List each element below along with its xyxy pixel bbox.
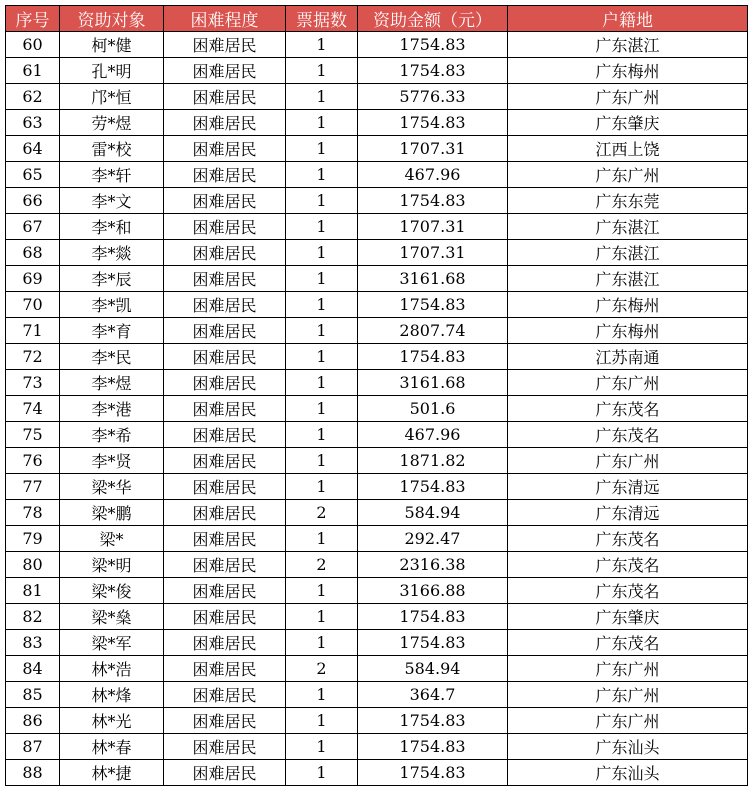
- cell-aid-amount: 1754.83: [358, 474, 508, 500]
- cell-receipt-count: 1: [286, 240, 358, 266]
- cell-hardship-level: 困难居民: [164, 526, 286, 552]
- cell-receipt-count: 1: [286, 370, 358, 396]
- cell-hardship-level: 困难居民: [164, 760, 286, 786]
- cell-household-registration: 广东茂名: [508, 630, 748, 656]
- cell-receipt-count: 1: [286, 318, 358, 344]
- cell-receipt-count: 2: [286, 656, 358, 682]
- cell-index: 69: [6, 266, 60, 292]
- cell-receipt-count: 1: [286, 266, 358, 292]
- cell-receipt-count: 1: [286, 734, 358, 760]
- cell-household-registration: 广东茂名: [508, 526, 748, 552]
- cell-hardship-level: 困难居民: [164, 292, 286, 318]
- cell-index: 78: [6, 500, 60, 526]
- cell-receipt-count: 1: [286, 110, 358, 136]
- header-aid-amount: 资助金额（元）: [358, 6, 508, 32]
- cell-household-registration: 广东梅州: [508, 292, 748, 318]
- cell-household-registration: 广东广州: [508, 162, 748, 188]
- cell-recipient: 林*捷: [60, 760, 164, 786]
- cell-receipt-count: 1: [286, 32, 358, 58]
- cell-aid-amount: 584.94: [358, 656, 508, 682]
- cell-index: 63: [6, 110, 60, 136]
- cell-aid-amount: 1707.31: [358, 214, 508, 240]
- cell-hardship-level: 困难居民: [164, 110, 286, 136]
- cell-aid-amount: 1754.83: [358, 734, 508, 760]
- cell-index: 75: [6, 422, 60, 448]
- table-row: [6, 84, 748, 110]
- table-row: [6, 266, 748, 292]
- cell-hardship-level: 困难居民: [164, 266, 286, 292]
- cell-household-registration: 广东湛江: [508, 214, 748, 240]
- table-row: [6, 422, 748, 448]
- cell-aid-amount: 1754.83: [358, 32, 508, 58]
- cell-index: 62: [6, 84, 60, 110]
- cell-hardship-level: 困难居民: [164, 682, 286, 708]
- table-row: [6, 318, 748, 344]
- cell-recipient: 李*和: [60, 214, 164, 240]
- table-row: [6, 32, 748, 58]
- cell-receipt-count: 1: [286, 162, 358, 188]
- cell-aid-amount: 1707.31: [358, 136, 508, 162]
- cell-index: 81: [6, 578, 60, 604]
- cell-aid-amount: 1754.83: [358, 188, 508, 214]
- cell-hardship-level: 困难居民: [164, 422, 286, 448]
- cell-index: 73: [6, 370, 60, 396]
- table-row: [6, 682, 748, 708]
- cell-aid-amount: 1754.83: [358, 110, 508, 136]
- cell-household-registration: 广东梅州: [508, 58, 748, 84]
- cell-recipient: 李*港: [60, 396, 164, 422]
- cell-recipient: 李*文: [60, 188, 164, 214]
- cell-index: 83: [6, 630, 60, 656]
- table-row: [6, 578, 748, 604]
- table-header: [6, 6, 748, 32]
- cell-index: 71: [6, 318, 60, 344]
- cell-index: 70: [6, 292, 60, 318]
- cell-household-registration: 广东广州: [508, 84, 748, 110]
- cell-receipt-count: 1: [286, 58, 358, 84]
- cell-receipt-count: 1: [286, 526, 358, 552]
- table-row: [6, 656, 748, 682]
- header-receipt-count: 票据数: [286, 6, 358, 32]
- cell-hardship-level: 困难居民: [164, 474, 286, 500]
- cell-household-registration: 广东广州: [508, 682, 748, 708]
- cell-hardship-level: 困难居民: [164, 552, 286, 578]
- table-row: [6, 630, 748, 656]
- table-row: [6, 448, 748, 474]
- cell-aid-amount: 1754.83: [358, 58, 508, 84]
- cell-recipient: 李*希: [60, 422, 164, 448]
- cell-recipient: 雷*校: [60, 136, 164, 162]
- cell-receipt-count: 1: [286, 136, 358, 162]
- cell-index: 87: [6, 734, 60, 760]
- cell-receipt-count: 1: [286, 448, 358, 474]
- cell-hardship-level: 困难居民: [164, 578, 286, 604]
- table-row: [6, 292, 748, 318]
- cell-recipient: 梁*: [60, 526, 164, 552]
- cell-receipt-count: 1: [286, 214, 358, 240]
- cell-recipient: 李*燚: [60, 240, 164, 266]
- cell-household-registration: 江西上饶: [508, 136, 748, 162]
- cell-household-registration: 广东肇庆: [508, 604, 748, 630]
- cell-aid-amount: 2807.74: [358, 318, 508, 344]
- cell-hardship-level: 困难居民: [164, 708, 286, 734]
- header-hardship-level: 困难程度: [164, 6, 286, 32]
- cell-hardship-level: 困难居民: [164, 448, 286, 474]
- table-row: [6, 526, 748, 552]
- table-row: [6, 214, 748, 240]
- cell-receipt-count: 2: [286, 552, 358, 578]
- cell-aid-amount: 2316.38: [358, 552, 508, 578]
- cell-hardship-level: 困难居民: [164, 136, 286, 162]
- cell-hardship-level: 困难居民: [164, 344, 286, 370]
- cell-index: 76: [6, 448, 60, 474]
- cell-index: 79: [6, 526, 60, 552]
- cell-index: 74: [6, 396, 60, 422]
- cell-receipt-count: 1: [286, 396, 358, 422]
- cell-household-registration: 广东茂名: [508, 578, 748, 604]
- cell-household-registration: 江苏南通: [508, 344, 748, 370]
- header-household-registration: 户籍地: [508, 6, 748, 32]
- cell-aid-amount: 1754.83: [358, 708, 508, 734]
- cell-aid-amount: 467.96: [358, 162, 508, 188]
- cell-aid-amount: 3161.68: [358, 370, 508, 396]
- cell-receipt-count: 1: [286, 630, 358, 656]
- cell-aid-amount: 1754.83: [358, 630, 508, 656]
- cell-receipt-count: 1: [286, 292, 358, 318]
- cell-index: 84: [6, 656, 60, 682]
- cell-aid-amount: 1754.83: [358, 292, 508, 318]
- cell-aid-amount: 1871.82: [358, 448, 508, 474]
- cell-recipient: 李*轩: [60, 162, 164, 188]
- aid-recipients-table: [5, 5, 748, 786]
- cell-hardship-level: 困难居民: [164, 630, 286, 656]
- cell-household-registration: 广东广州: [508, 370, 748, 396]
- cell-household-registration: 广东茂名: [508, 396, 748, 422]
- cell-recipient: 劳*煜: [60, 110, 164, 136]
- cell-aid-amount: 501.6: [358, 396, 508, 422]
- table-row: [6, 734, 748, 760]
- cell-recipient: 梁*华: [60, 474, 164, 500]
- cell-hardship-level: 困难居民: [164, 32, 286, 58]
- table-row: [6, 162, 748, 188]
- table-row: [6, 604, 748, 630]
- cell-index: 80: [6, 552, 60, 578]
- cell-recipient: 梁*军: [60, 630, 164, 656]
- cell-household-registration: 广东清远: [508, 500, 748, 526]
- cell-recipient: 梁*俊: [60, 578, 164, 604]
- cell-aid-amount: 292.47: [358, 526, 508, 552]
- cell-aid-amount: 584.94: [358, 500, 508, 526]
- cell-index: 67: [6, 214, 60, 240]
- cell-aid-amount: 3161.68: [358, 266, 508, 292]
- cell-recipient: 林*浩: [60, 656, 164, 682]
- cell-receipt-count: 2: [286, 500, 358, 526]
- cell-recipient: 李*育: [60, 318, 164, 344]
- table-row: [6, 240, 748, 266]
- table-row: [6, 760, 748, 786]
- cell-receipt-count: 1: [286, 708, 358, 734]
- cell-hardship-level: 困难居民: [164, 58, 286, 84]
- table-row: [6, 396, 748, 422]
- header-row: [6, 6, 748, 32]
- cell-index: 77: [6, 474, 60, 500]
- cell-hardship-level: 困难居民: [164, 604, 286, 630]
- cell-household-registration: 广东茂名: [508, 552, 748, 578]
- cell-hardship-level: 困难居民: [164, 734, 286, 760]
- cell-receipt-count: 1: [286, 344, 358, 370]
- cell-household-registration: 广东汕头: [508, 734, 748, 760]
- cell-index: 72: [6, 344, 60, 370]
- cell-index: 61: [6, 58, 60, 84]
- cell-receipt-count: 1: [286, 604, 358, 630]
- cell-household-registration: 广东广州: [508, 656, 748, 682]
- table-row: [6, 552, 748, 578]
- cell-household-registration: 广东清远: [508, 474, 748, 500]
- cell-recipient: 林*烽: [60, 682, 164, 708]
- cell-recipient: 李*贤: [60, 448, 164, 474]
- cell-recipient: 梁*明: [60, 552, 164, 578]
- cell-aid-amount: 1754.83: [358, 604, 508, 630]
- table-body: [6, 32, 748, 786]
- table-row: [6, 344, 748, 370]
- cell-hardship-level: 困难居民: [164, 188, 286, 214]
- cell-recipient: 林*春: [60, 734, 164, 760]
- cell-hardship-level: 困难居民: [164, 84, 286, 110]
- table-row: [6, 474, 748, 500]
- cell-recipient: 李*煜: [60, 370, 164, 396]
- cell-hardship-level: 困难居民: [164, 500, 286, 526]
- cell-household-registration: 广东东莞: [508, 188, 748, 214]
- cell-household-registration: 广东湛江: [508, 32, 748, 58]
- table-row: [6, 58, 748, 84]
- cell-household-registration: 广东广州: [508, 708, 748, 734]
- cell-aid-amount: 1754.83: [358, 344, 508, 370]
- cell-index: 60: [6, 32, 60, 58]
- cell-index: 68: [6, 240, 60, 266]
- cell-recipient: 梁*燊: [60, 604, 164, 630]
- table-row: [6, 110, 748, 136]
- cell-index: 85: [6, 682, 60, 708]
- table-row: [6, 370, 748, 396]
- cell-hardship-level: 困难居民: [164, 370, 286, 396]
- cell-receipt-count: 1: [286, 474, 358, 500]
- cell-recipient: 李*凯: [60, 292, 164, 318]
- cell-receipt-count: 1: [286, 578, 358, 604]
- cell-index: 88: [6, 760, 60, 786]
- header-index: 序号: [6, 6, 60, 32]
- cell-aid-amount: 1707.31: [358, 240, 508, 266]
- cell-aid-amount: 1754.83: [358, 760, 508, 786]
- cell-hardship-level: 困难居民: [164, 214, 286, 240]
- cell-hardship-level: 困难居民: [164, 656, 286, 682]
- header-recipient: 资助对象: [60, 6, 164, 32]
- cell-household-registration: 广东肇庆: [508, 110, 748, 136]
- cell-aid-amount: 3166.88: [358, 578, 508, 604]
- cell-receipt-count: 1: [286, 84, 358, 110]
- cell-recipient: 梁*鹏: [60, 500, 164, 526]
- cell-recipient: 孔*明: [60, 58, 164, 84]
- cell-recipient: 李*辰: [60, 266, 164, 292]
- cell-recipient: 李*民: [60, 344, 164, 370]
- cell-index: 82: [6, 604, 60, 630]
- cell-recipient: 柯*健: [60, 32, 164, 58]
- cell-hardship-level: 困难居民: [164, 240, 286, 266]
- cell-index: 66: [6, 188, 60, 214]
- cell-household-registration: 广东湛江: [508, 266, 748, 292]
- cell-index: 64: [6, 136, 60, 162]
- cell-receipt-count: 1: [286, 682, 358, 708]
- cell-household-registration: 广东汕头: [508, 760, 748, 786]
- cell-index: 65: [6, 162, 60, 188]
- cell-hardship-level: 困难居民: [164, 396, 286, 422]
- table-row: [6, 500, 748, 526]
- table-row: [6, 708, 748, 734]
- cell-recipient: 林*光: [60, 708, 164, 734]
- table-row: [6, 188, 748, 214]
- cell-household-registration: 广东梅州: [508, 318, 748, 344]
- cell-receipt-count: 1: [286, 760, 358, 786]
- cell-recipient: 邝*恒: [60, 84, 164, 110]
- cell-household-registration: 广东广州: [508, 448, 748, 474]
- cell-hardship-level: 困难居民: [164, 162, 286, 188]
- cell-index: 86: [6, 708, 60, 734]
- cell-hardship-level: 困难居民: [164, 318, 286, 344]
- cell-household-registration: 广东茂名: [508, 422, 748, 448]
- table-row: [6, 136, 748, 162]
- cell-receipt-count: 1: [286, 188, 358, 214]
- cell-aid-amount: 5776.33: [358, 84, 508, 110]
- cell-aid-amount: 364.7: [358, 682, 508, 708]
- cell-receipt-count: 1: [286, 422, 358, 448]
- cell-aid-amount: 467.96: [358, 422, 508, 448]
- cell-household-registration: 广东湛江: [508, 240, 748, 266]
